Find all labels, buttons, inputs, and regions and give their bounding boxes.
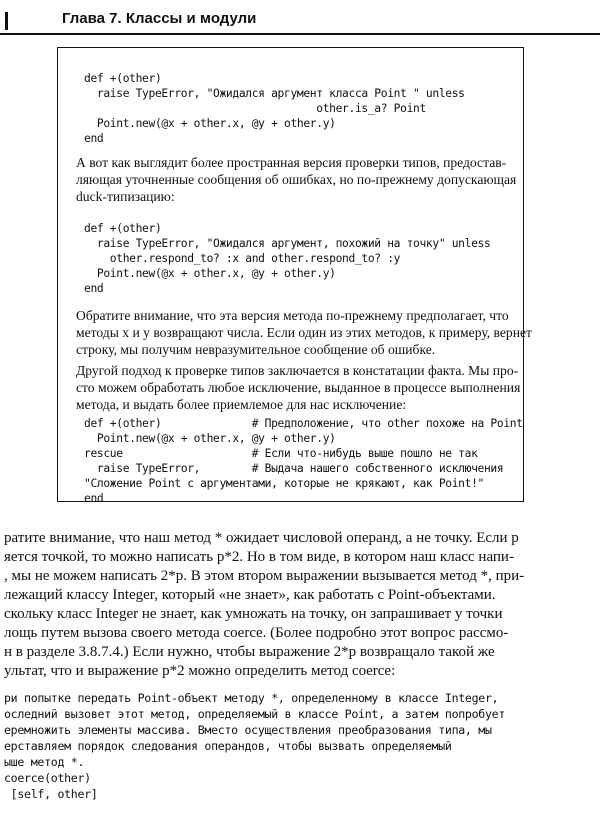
code-line: end — [84, 282, 104, 295]
code-line: raise TypeError, # Выдача нашего собственного исключения — [84, 462, 504, 475]
body-line: яется точкой, то можно написать p*2. Но в том виде, в котором наш класс напи- — [4, 549, 514, 565]
body-line: ратите внимание, что наш метод * ожидает числовой операнд, а не точку. Если p — [4, 530, 519, 546]
text-line: сто можем обработать любое исключение, выданное в процессе выполнения — [76, 380, 521, 395]
body-line: ультат, что и выражение p*2 можно определить метод coerce: — [4, 663, 396, 679]
page-edge-mark — [5, 12, 8, 30]
code-line: "Сложение Point с аргументами, которые не крякают, как Point!" — [84, 477, 484, 490]
body-line: , мы не можем написать 2*p. В этом втором выражении вызывается метод *, при- — [4, 568, 525, 584]
text-line: А вот как выглядит более пространная версия проверки типов, предостав- — [76, 155, 507, 170]
code-line: raise TypeError, "Ожидался аргумент класса Point " unless — [84, 87, 465, 100]
code-line: оследний вызовет этот метод, определяемый в классе Point, а затем попробует — [4, 707, 506, 721]
running-header: Глава 7. Классы и модули — [62, 10, 257, 27]
text-line: Обратите внимание, что эта версия метода по-прежнему предполагает, что — [76, 308, 509, 323]
code-line: other.is_a? Point — [84, 102, 426, 115]
body-line: скольку класс Integer не знает, как умножать на точку, он запрашивает у точки — [4, 606, 503, 622]
text-line: ляющая уточненные сообщения об ошибках, но по-прежнему допускающая — [76, 172, 517, 187]
code-line: raise TypeError, "Ожидался аргумент, похожий на точку" unless — [84, 237, 491, 250]
header-rule — [0, 33, 600, 35]
code-line: other.respond_to? :x and other.respond_to? :y — [84, 252, 401, 265]
code-line: rescue # Если что-нибудь выше пошло не так — [84, 447, 478, 460]
code-line: coerce(other) — [4, 771, 91, 785]
text-line: Другой подход к проверке типов заключается в констатации факта. Мы про- — [76, 363, 519, 378]
text-line: метода, и выдать более приемлемое для нас исключение: — [76, 397, 407, 412]
code-line: def +(other) # Предположение, что other похоже на Point — [84, 417, 523, 430]
code-line: еремножить элементы массива. Вместо осуществления преобразования типа, мы — [4, 723, 492, 737]
text-line: методы x и y возвращают числа. Если один из этих методов, к примеру, вернет — [76, 325, 532, 340]
text-line: duck-типизацию: — [76, 189, 175, 204]
code-line: def +(other) — [84, 72, 162, 85]
code-line: end — [84, 492, 104, 505]
code-line: def +(other) — [84, 222, 162, 235]
code-line: ри попытке передать Point-объект методу *, определенному в классе Integer, — [4, 691, 499, 705]
code-line: Point.new(@x + other.x, @y + other.y) — [84, 432, 336, 445]
text-line: строку, мы получим невразумительное сообщение об ошибке. — [76, 342, 436, 357]
code-line: ерставляем порядок следования операндов, чтобы вызвать определяемый — [4, 739, 452, 753]
body-line: лежащий классу Integer, который «не знает», как работать с Point-объектами. — [4, 587, 496, 603]
code-line: ыше метод *. — [4, 755, 85, 769]
body-line: н в разделе 3.8.7.4.) Если нужно, чтобы выражение 2*p возвращало такой же — [4, 644, 495, 660]
code-line: [self, other] — [4, 787, 98, 801]
body-line: лощь путем вызова своего метода coerce. (Более подробно этот вопрос рассмо- — [4, 625, 509, 641]
code-line: Point.new(@x + other.x, @y + other.y) — [84, 117, 336, 130]
code-line: Point.new(@x + other.x, @y + other.y) — [84, 267, 336, 280]
code-line: end — [84, 132, 104, 145]
